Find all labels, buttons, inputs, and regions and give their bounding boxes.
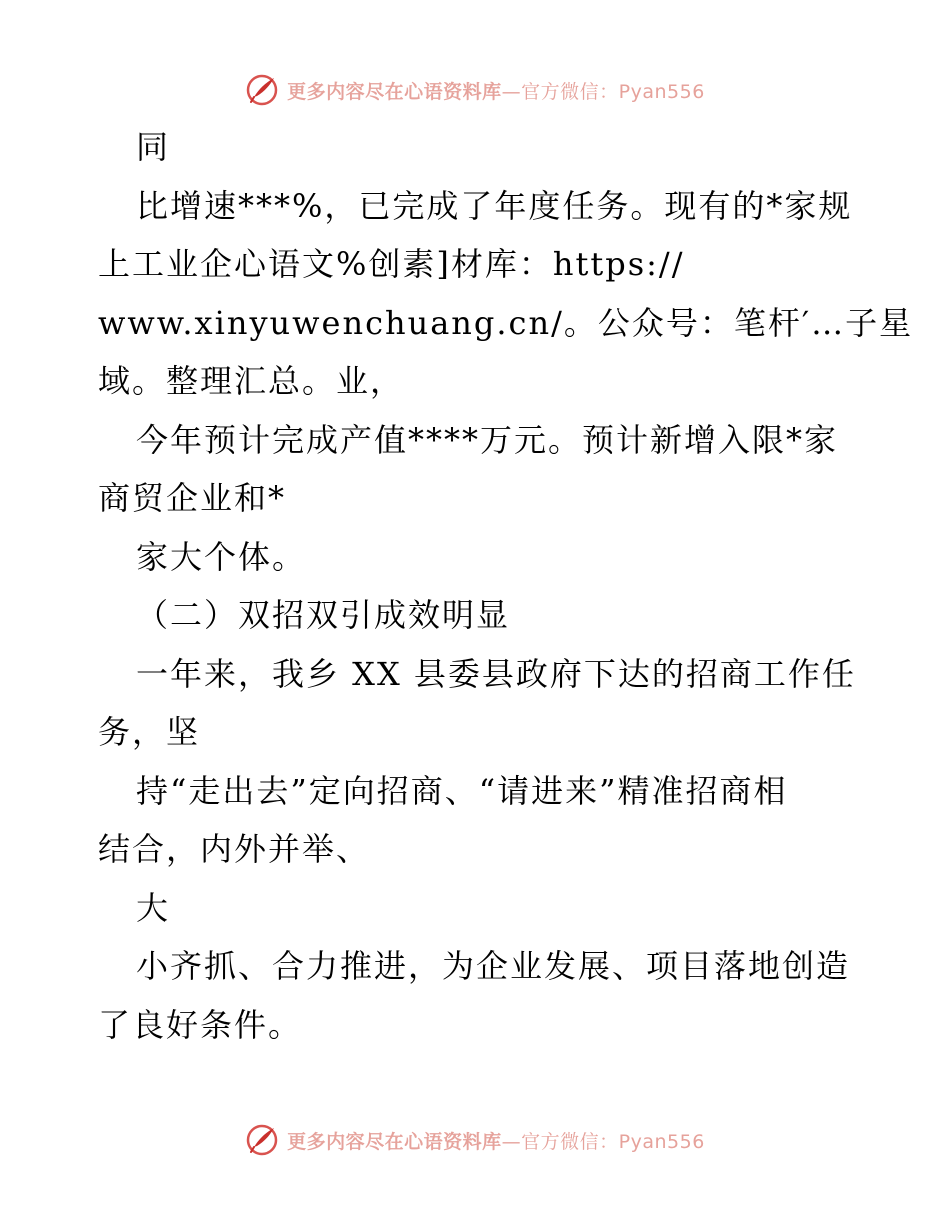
text-line: www.xinyuwenchuang.cn/。公众号：笔杆′…子星	[98, 303, 914, 342]
footer-banner-wechat: 官方微信：Pyan556	[521, 1130, 705, 1153]
header-banner-text	[287, 77, 705, 104]
footer-banner	[0, 1120, 950, 1160]
quill-pen-logo-icon	[245, 1123, 279, 1157]
text-line: 大	[136, 888, 171, 927]
text-line: 同	[136, 128, 171, 166]
header-banner-dash: —	[501, 80, 522, 103]
section-heading: （二）双招双引成效明显	[136, 596, 511, 634]
text-line: 比增速***%，已完成了年度任务。现有的*家规	[136, 186, 853, 225]
header-banner-wechat: 官方微信：Pyan556	[521, 80, 705, 103]
quill-pen-logo-icon	[245, 73, 279, 107]
header-banner	[0, 70, 950, 110]
text-line: 持“走出去”定向招商、“请进来”精准招商相	[136, 771, 788, 810]
text-line: 域。整理汇总。业，	[98, 362, 405, 400]
text-line: 今年预计完成产值****万元。预计新增入限*家	[136, 420, 839, 459]
footer-banner-dash: —	[501, 1130, 522, 1153]
footer-banner-text	[287, 1127, 705, 1154]
text-line: 一年来，我乡 XX 县委县政府下达的招商工作任	[136, 654, 856, 693]
header-banner-main: 更多内容尽在心语资料库	[287, 80, 502, 103]
text-line: 了良好条件。	[98, 1005, 303, 1044]
text-line: 小齐抓、合力推进，为企业发展、项目落地创造	[136, 947, 851, 985]
text-line: 商贸企业和*	[98, 479, 287, 517]
document-body	[98, 118, 914, 1054]
text-line: 家大个体。	[136, 537, 307, 576]
text-line: 务，坚	[98, 713, 201, 751]
footer-banner-main: 更多内容尽在心语资料库	[287, 1130, 502, 1153]
text-line: 上工业企心语文%创素]材库：https://	[98, 245, 685, 283]
text-line: 结合，内外并举、	[98, 830, 371, 868]
